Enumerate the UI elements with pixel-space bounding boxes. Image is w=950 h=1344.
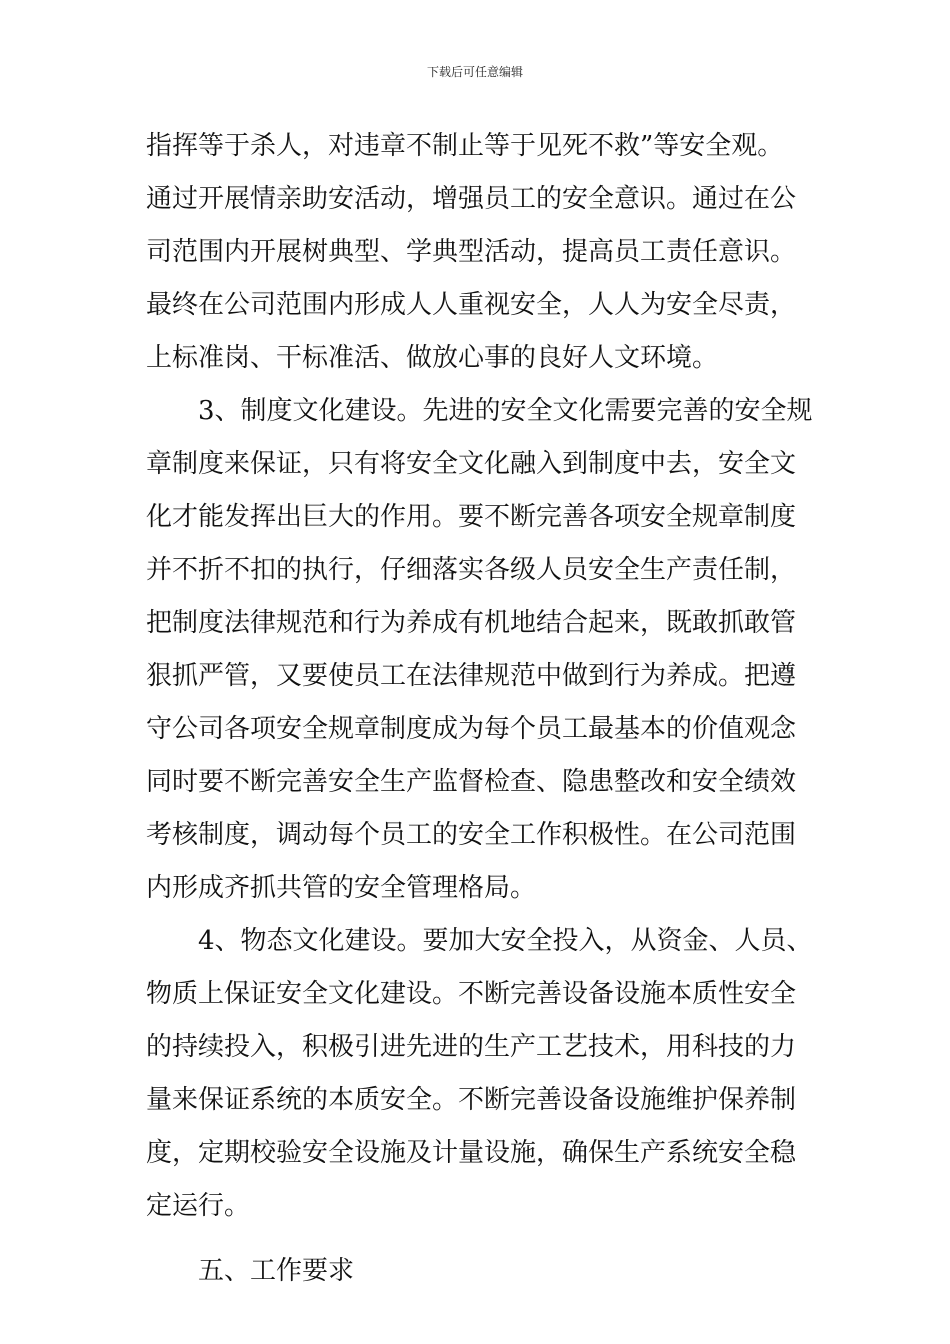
text-line: 把制度法律规范和行为养成有机地结合起来，既敢抓敢管 (146, 608, 797, 638)
section-heading: 五、工作要求 (198, 1256, 355, 1286)
paragraph-start-line: 3、制度文化建设。先进的安全文化需要完善的安全规 (198, 396, 813, 426)
page-header: 下载后可任意编辑 (426, 65, 523, 79)
text-line: 定运行。 (146, 1191, 251, 1221)
paragraph-gap (146, 1233, 812, 1245)
text-line: 通过开展情亲助安活动，增强员工的安全意识。通过在公 (146, 184, 797, 214)
text-line: 最终在公司范围内形成人人重视安全，人人为安全尽责， (146, 290, 797, 320)
text-line: 量来保证系统的本质安全。不断完善设备设施维护保养制 (146, 1085, 797, 1115)
text-line: 物质上保证安全文化建设。不断完善设备设施本质性安全 (146, 979, 797, 1009)
text-line: 内形成齐抓共管的安全管理格局。 (146, 873, 537, 903)
text-line: 同时要不断完善安全生产监督检查、隐患整改和安全绩效 (146, 767, 797, 797)
text-line: 狠抓严管，又要使员工在法律规范中做到行为养成。把遵 (146, 661, 797, 691)
text-line: 司范围内开展树典型、学典型活动，提高员工责任意识。 (146, 237, 797, 267)
paragraph-start-line: 4、物态文化建设。要加大安全投入，从资金、人员、 (198, 926, 813, 956)
text-line: 守公司各项安全规章制度成为每个员工最基本的价值观念 (146, 714, 797, 744)
text-line: 考核制度，调动每个员工的安全工作积极性。在公司范围 (146, 820, 797, 850)
text-line: 的持续投入，积极引进先进的生产工艺技术，用科技的力 (146, 1032, 797, 1062)
text-line: 化才能发挥出巨大的作用。要不断完善各项安全规章制度 (146, 502, 797, 532)
text-line: 指挥等于杀人，对违章不制止等于见死不救”等安全观。 (146, 131, 784, 161)
document-body (146, 120, 812, 1298)
text-line: 上标准岗、干标准活、做放心事的良好人文环境。 (146, 343, 719, 373)
text-line: 章制度来保证，只有将安全文化融入到制度中去，安全文 (146, 449, 797, 479)
text-line: 度，定期校验安全设施及计量设施，确保生产系统安全稳 (146, 1138, 797, 1168)
text-line: 并不折不扣的执行，仔细落实各级人员安全生产责任制， (146, 555, 797, 585)
